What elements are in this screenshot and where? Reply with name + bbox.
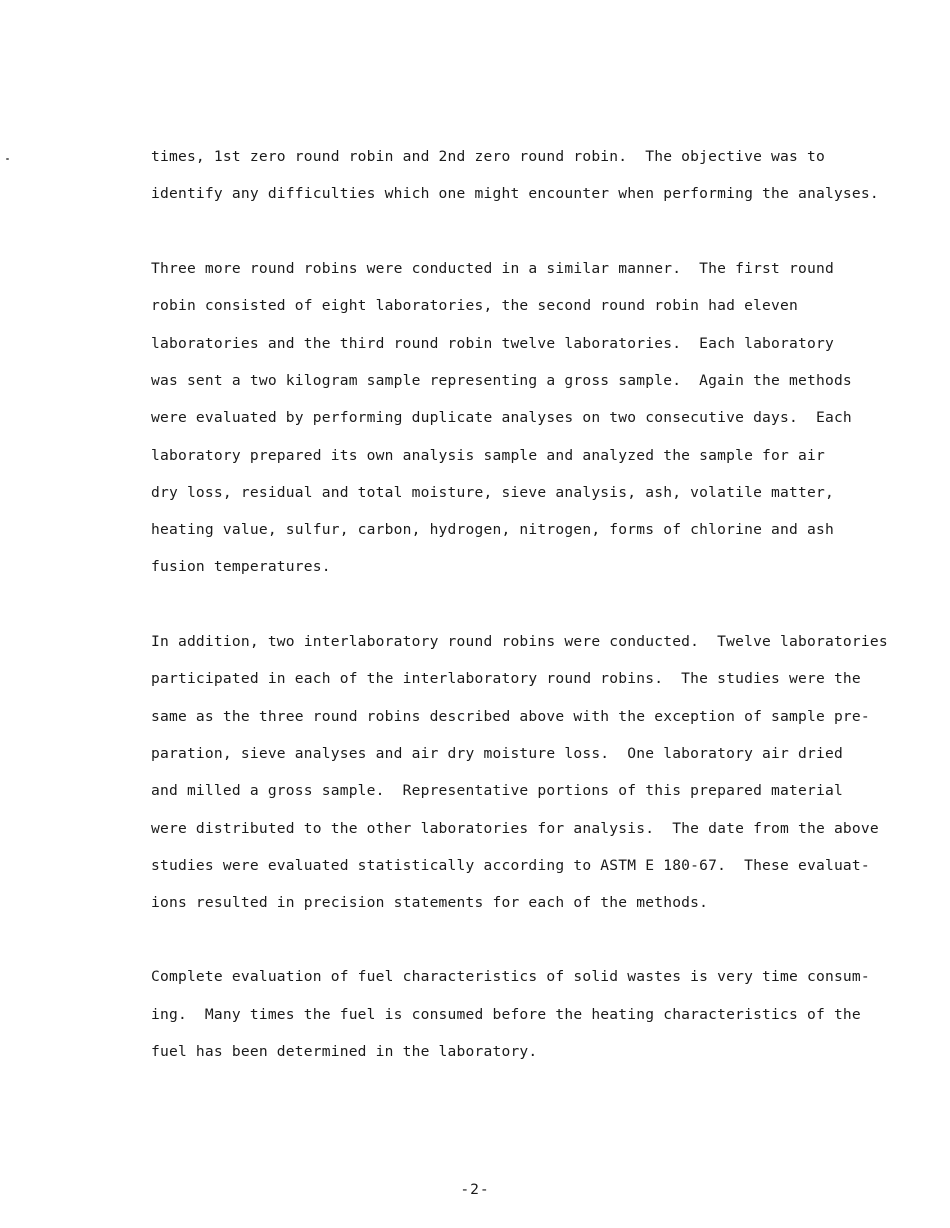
paragraph-2-line-5: were evaluated by performing duplicate analyses on two consecutive days. Each: [151, 409, 852, 426]
paragraph-2-line-2: robin consisted of eight laboratories, the second round robin had eleven: [151, 297, 799, 314]
paragraph-4-line-3: fuel has been determined in the laboratory.: [151, 1043, 538, 1060]
paragraph-2-line-3: laboratories and the third round robin twelve laboratories. Each laboratory: [151, 335, 834, 352]
paragraph-1-line-2: identify any difficulties which one might encounter when performing the analyses.: [151, 185, 879, 202]
paragraph-3-line-1: In addition, two interlaboratory round robins were conducted. Twelve laboratories: [151, 633, 888, 650]
scan-speck: [6, 158, 9, 160]
paragraph-2-line-1: Three more round robins were conducted in a similar manner. The first round: [151, 260, 834, 277]
paragraph-3-line-6: were distributed to the other laboratories for analysis. The date from the above: [151, 820, 879, 837]
paragraph-2-line-6: laboratory prepared its own analysis sample and analyzed the sample for air: [151, 447, 825, 464]
paragraph-2-line-7: dry loss, residual and total moisture, sieve analysis, ash, volatile matter,: [151, 484, 834, 501]
paragraph-3-line-3: same as the three round robins described above with the exception of sample pre-: [151, 708, 870, 725]
paragraph-2-line-8: heating value, sulfur, carbon, hydrogen, nitrogen, forms of chlorine and ash: [151, 521, 834, 538]
paragraph-2-line-9: fusion temperatures.: [151, 558, 331, 575]
paragraph-3-line-5: and milled a gross sample. Representative portions of this prepared material: [151, 782, 843, 799]
paragraph-3-line-8: ions resulted in precision statements for each of the methods.: [151, 894, 709, 911]
paragraph-1-line-1: times, 1st zero round robin and 2nd zero round robin. The objective was to: [151, 148, 825, 165]
paragraph-3-line-4: paration, sieve analyses and air dry moisture loss. One laboratory air dried: [151, 745, 843, 762]
paragraph-4-line-2: ing. Many times the fuel is consumed before the heating characteristics of the: [151, 1006, 861, 1023]
paragraph-3-line-7: studies were evaluated statistically according to ASTM E 180-67. These evaluat-: [151, 857, 870, 874]
paragraph-2-line-4: was sent a two kilogram sample representing a gross sample. Again the methods: [151, 372, 852, 389]
page-number: -2-: [460, 1181, 490, 1198]
paragraph-3-line-2: participated in each of the interlaboratory round robins. The studies were the: [151, 670, 861, 687]
paragraph-4-line-1: Complete evaluation of fuel characteristics of solid wastes is very time consum-: [151, 968, 870, 985]
